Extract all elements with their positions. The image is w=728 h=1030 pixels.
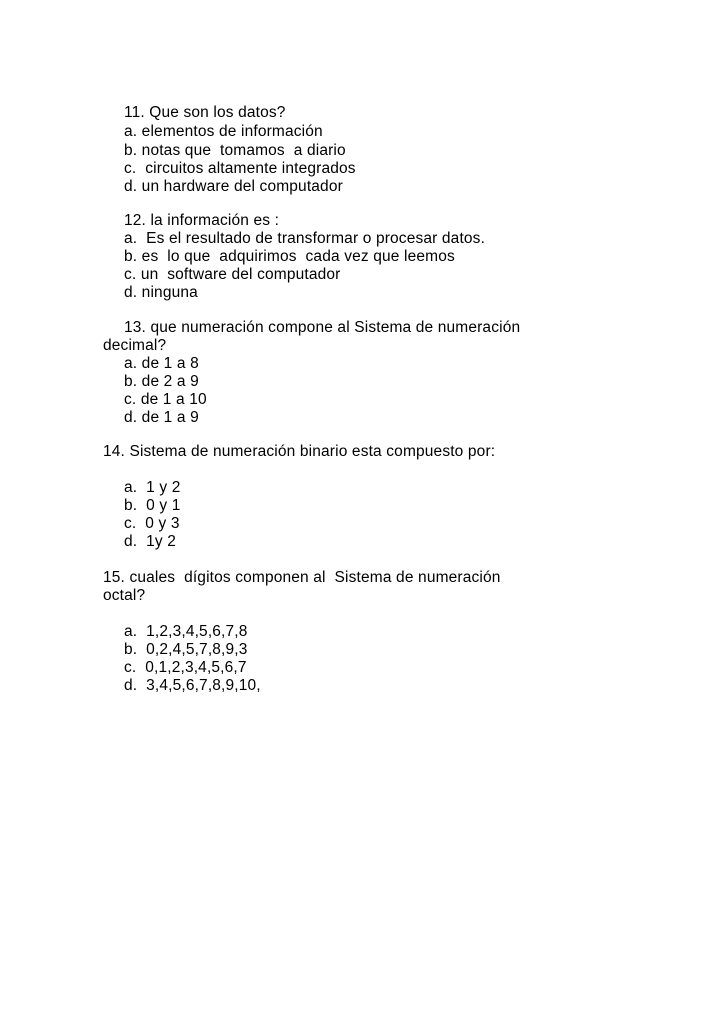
question-11-option-c: c. circuitos altamente integrados (124, 160, 356, 177)
question-12-option-a: a. Es el resultado de transformar o procesar datos. (124, 230, 486, 247)
question-12-stem: 12. la información es : (124, 212, 280, 229)
question-13-option-d: d. de 1 a 9 (124, 409, 199, 426)
question-14-option-d: d. 1y 2 (124, 533, 177, 550)
question-12-option-c: c. un software del computador (124, 266, 341, 283)
question-15-option-c: c. 0,1,2,3,4,5,6,7 (124, 659, 247, 676)
question-15-option-a: a. 1,2,3,4,5,6,7,8 (124, 623, 248, 640)
question-11-stem: 11. Que son los datos? (124, 104, 286, 121)
question-13-stem: 13. que numeración compone al Sistema de numeración (124, 319, 521, 336)
question-15-stem-continued: octal? (103, 587, 146, 604)
question-13-option-b: b. de 2 a 9 (124, 373, 199, 390)
question-12-option-d: d. ninguna (124, 284, 198, 301)
question-15-option-d: d. 3,4,5,6,7,8,9,10, (124, 677, 261, 694)
question-11-option-a: a. elementos de información (124, 123, 323, 140)
question-13-stem-continued: decimal? (103, 337, 167, 354)
question-14-option-c: c. 0 y 3 (124, 515, 180, 532)
question-15-stem: 15. cuales dígitos componen al Sistema de numeración (103, 569, 501, 586)
question-13-option-c: c. de 1 a 10 (124, 391, 207, 408)
question-14-option-a: a. 1 y 2 (124, 479, 181, 496)
question-14-stem: 14. Sistema de numeración binario esta compuesto por: (103, 443, 496, 460)
question-13-option-a: a. de 1 a 8 (124, 355, 199, 372)
question-15-option-b: b. 0,2,4,5,7,8,9,3 (124, 641, 248, 658)
question-14-option-b: b. 0 y 1 (124, 497, 181, 514)
question-11-option-d: d. un hardware del computador (124, 178, 343, 195)
question-11-option-b: b. notas que tomamos a diario (124, 142, 346, 159)
question-12-option-b: b. es lo que adquirimos cada vez que leemos (124, 248, 455, 265)
